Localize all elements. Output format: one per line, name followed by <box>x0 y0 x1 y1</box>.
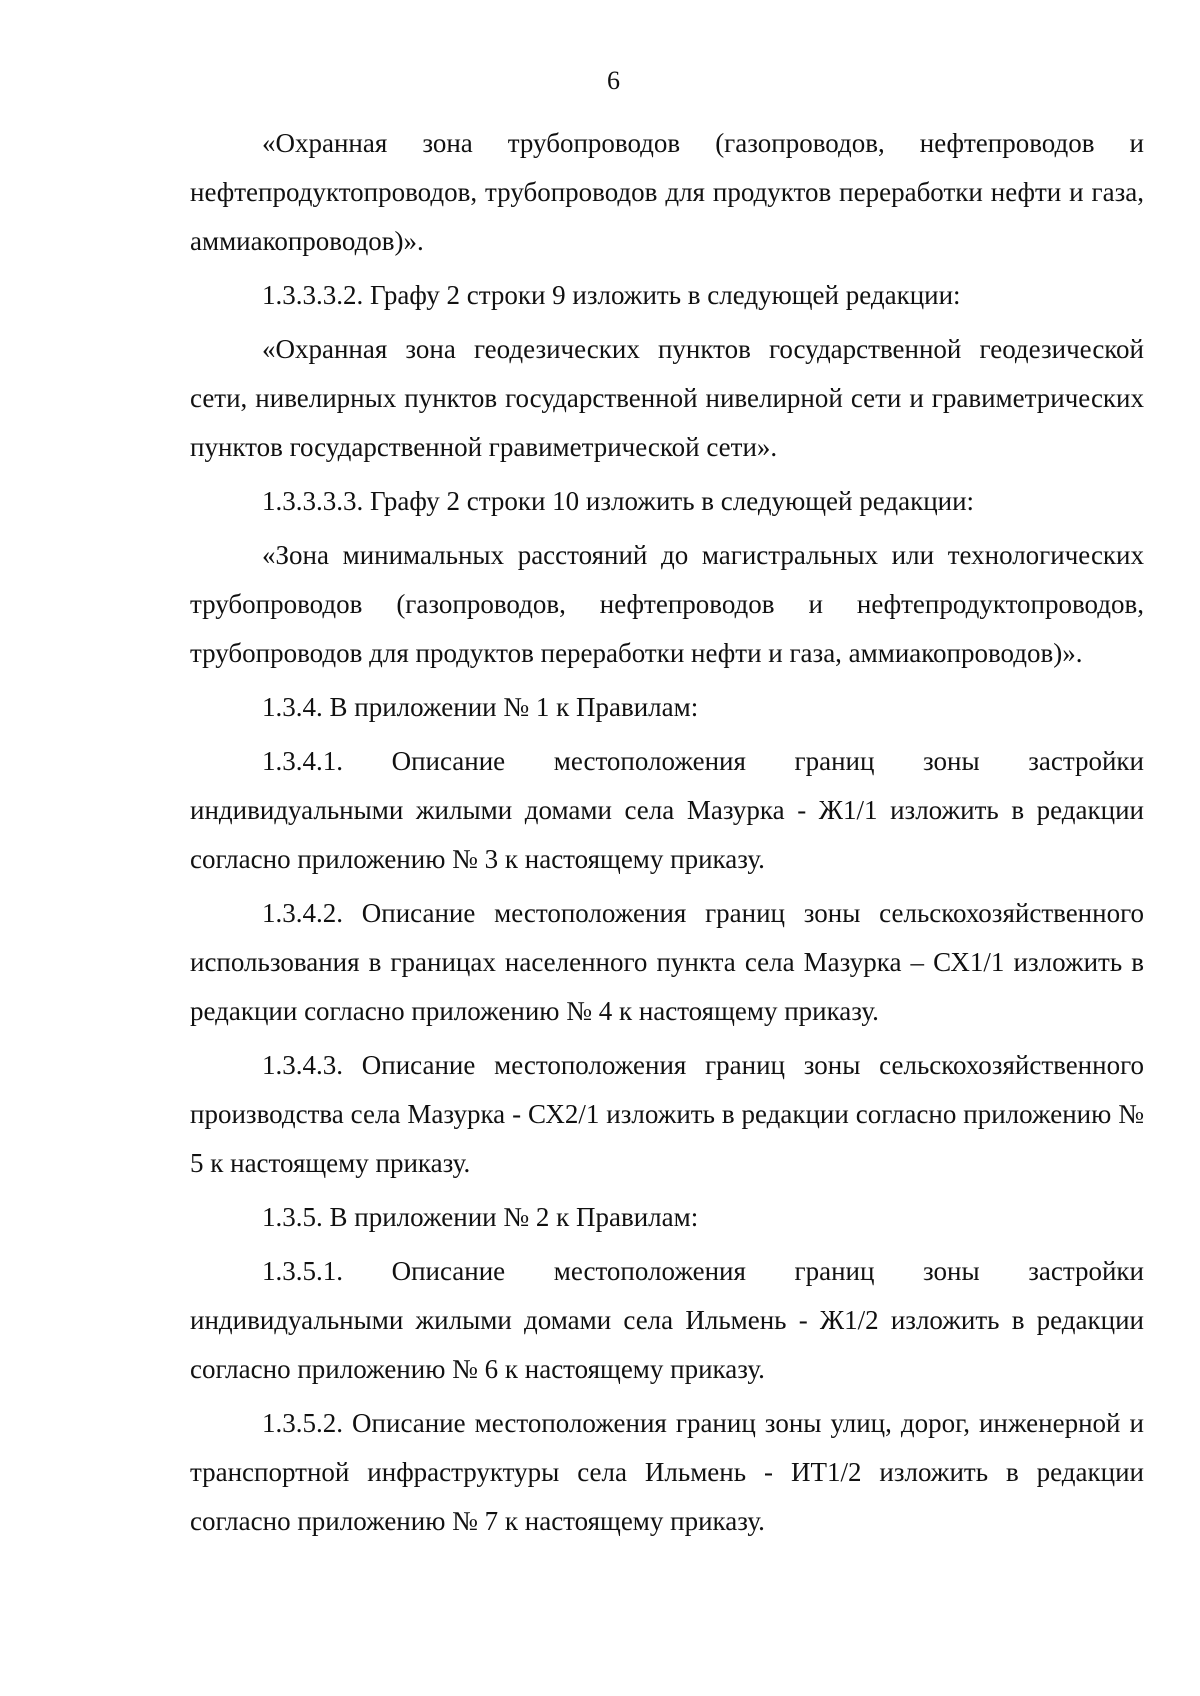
paragraph-8: 1.3.4.2. Описание местоположения границ зоны сельскохозяйственного использования в границах населенного пункта села Мазурка – СХ1/1 изложить в редакции согласно приложению № 4 к настоящему приказу. <box>190 898 1144 1026</box>
paragraph-10: 1.3.5. В приложении № 2 к Правилам: <box>262 1202 699 1232</box>
paragraph-5: «Зона минимальных расстояний до магистральных или технологических трубопроводов (газопроводов, нефтепроводов и нефтепродуктопроводов, трубопроводов для продуктов переработки нефти и газа, аммиакопроводов)». <box>190 540 1144 668</box>
paragraph-12: 1.3.5.2. Описание местоположения границ зоны улиц, дорог, инженерной и транспортной инфраструктуры села Ильмень - ИТ1/2 изложить в редакции согласно приложению № 7 к настоящему приказу. <box>190 1408 1144 1536</box>
paragraph-11: 1.3.5.1. Описание местоположения границ зоны застройки индивидуальными жилыми домами села Ильмень - Ж1/2 изложить в редакции согласно приложению № 6 к настоящему приказу. <box>190 1256 1144 1384</box>
paragraph-3: «Охранная зона геодезических пунктов государственной геодезической сети, нивелирных пунктов государственной нивелирной сети и гравиметрических пунктов государственной гравиметрической сети». <box>190 334 1144 462</box>
paragraph-9: 1.3.4.3. Описание местоположения границ зоны сельскохозяйственного производства села Мазурка - СХ2/1 изложить в редакции согласно приложению № 5 к настоящему приказу. <box>190 1050 1144 1178</box>
paragraph-6: 1.3.4. В приложении № 1 к Правилам: <box>262 692 699 722</box>
paragraph-2: 1.3.3.3.2. Графу 2 строки 9 изложить в следующей редакции: <box>262 280 961 310</box>
paragraph-7: 1.3.4.1. Описание местоположения границ зоны застройки индивидуальными жилыми домами села Мазурка - Ж1/1 изложить в редакции согласно приложению № 3 к настоящему приказу. <box>190 746 1144 874</box>
paragraph-1: «Охранная зона трубопроводов (газопроводов, нефтепроводов и нефтепродуктопроводов, трубопроводов для продуктов переработки нефти и газа, аммиакопроводов)». <box>190 128 1144 256</box>
body-text <box>190 119 1144 1551</box>
page-number: 6 <box>607 66 620 95</box>
paragraph-4: 1.3.3.3.3. Графу 2 строки 10 изложить в следующей редакции: <box>262 486 975 516</box>
